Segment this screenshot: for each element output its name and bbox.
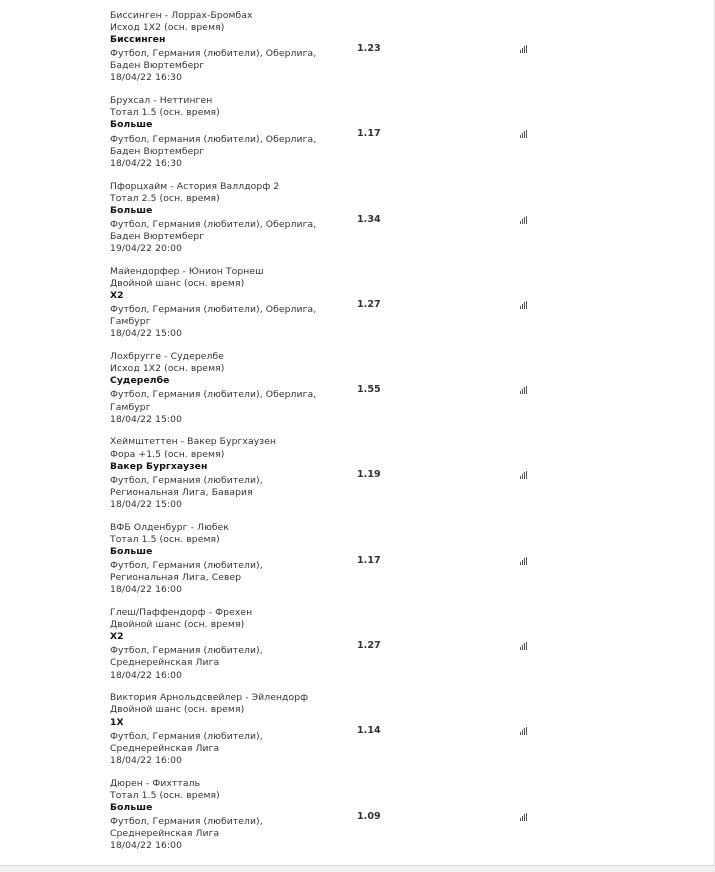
league-name: Футбол, Германия (любители), Оберлига, Баден Вюртемберг: [110, 218, 317, 242]
selection: Больше: [110, 119, 153, 131]
bet-list: [0, 10, 714, 863]
league-name: Футбол, Германия (любители), Оберлига, Гамбург: [110, 389, 317, 413]
market-name: Исход 1X2 (осн. время): [110, 363, 225, 375]
bet-row: [0, 522, 714, 607]
bet-info: [110, 522, 325, 597]
bar-chart-icon[interactable]: [520, 642, 527, 650]
league-name: Футбол, Германия (любители), Среднерейнская Лига: [110, 645, 263, 669]
market-name: Исход 1X2 (осн. время): [110, 22, 225, 34]
odds-value: 1.14: [357, 725, 381, 737]
match-name: Биссинген - Лоррах-Бромбах: [110, 10, 253, 21]
bet-row: [0, 436, 714, 521]
market-name: Тотал 1.5 (осн. время): [110, 789, 220, 801]
bet-info: [110, 181, 325, 256]
odds-value: 1.27: [357, 298, 381, 310]
selection: Больше: [110, 204, 153, 216]
odds-value: 1.17: [357, 554, 381, 566]
bar-chart-icon[interactable]: [520, 727, 527, 735]
match-name: Хеймштеттен - Вакер Бургхаузен: [110, 436, 277, 448]
market-name: Тотал 1.5 (осн. время): [110, 107, 220, 119]
odds-value: 1.55: [357, 384, 381, 396]
bet-row: [0, 95, 714, 180]
bet-info: [110, 778, 325, 853]
bet-info: [110, 266, 325, 341]
bar-chart-icon[interactable]: [520, 471, 527, 479]
market-name: Тотал 1.5 (осн. время): [110, 533, 220, 545]
odds-value: 1.19: [357, 469, 381, 481]
match-name: Лохбругге - Судерелбе: [110, 351, 224, 363]
event-datetime: 18/04/22 15:00: [110, 413, 183, 425]
league-name: Футбол, Германия (любители), Среднерейнская Лига: [110, 730, 263, 754]
bet-row: [0, 692, 714, 777]
market-name: Двойной шанс (осн. время): [110, 704, 245, 716]
event-datetime: 18/04/22 16:30: [110, 157, 183, 169]
bet-row: [0, 778, 714, 863]
market-name: Двойной шанс (осн. время): [110, 619, 245, 631]
league-name: Футбол, Германия (любители), Оберлига, Баден Вюртемберг: [110, 133, 317, 157]
market-name: Двойной шанс (осн. время): [110, 277, 245, 289]
bar-chart-icon[interactable]: [520, 301, 527, 309]
odds-value: 1.27: [357, 640, 381, 652]
league-name: Футбол, Германия (любители), Региональная Лига, Бавария: [110, 474, 263, 498]
bet-row: [0, 607, 714, 692]
event-datetime: 18/04/22 16:00: [110, 669, 183, 681]
league-name: Футбол, Германия (любители), Оберлига, Гамбург: [110, 304, 317, 328]
market-name: Фора +1.5 (осн. время): [110, 448, 225, 460]
match-name: Майендорфер - Юнион Торнеш: [110, 265, 264, 277]
bet-info: [110, 692, 325, 767]
market-name: Тотал 2.5 (осн. время): [110, 192, 220, 204]
odds-value: 1.23: [357, 43, 381, 54]
odds-value: 1.34: [357, 213, 381, 225]
selection: Больше: [110, 545, 153, 557]
bottom-bar: [0, 865, 715, 872]
selection: 1X: [110, 716, 124, 728]
selection: Больше: [110, 801, 153, 813]
event-datetime: 18/04/22 15:00: [110, 328, 183, 340]
event-datetime: 18/04/22 16:00: [110, 840, 183, 852]
bet-row: [0, 351, 714, 436]
bet-info: [110, 351, 325, 426]
bet-info: [110, 607, 325, 682]
bet-row: [0, 10, 714, 95]
odds-value: 1.17: [357, 128, 381, 140]
bar-chart-icon[interactable]: [520, 557, 527, 565]
bar-chart-icon[interactable]: [520, 386, 527, 394]
selection: Судерелбе: [110, 375, 170, 387]
selection: X2: [110, 631, 124, 643]
match-name: Пфорцхайм - Астория Валлдорф 2: [110, 180, 280, 192]
bar-chart-icon[interactable]: [520, 45, 527, 53]
league-name: Футбол, Германия (любители), Оберлига, Баден Вюртемберг: [110, 48, 317, 72]
selection: X2: [110, 290, 124, 302]
selection: Биссинген: [110, 34, 166, 46]
match-name: Глеш/Паффендорф - Фрехен: [110, 607, 253, 619]
bar-chart-icon[interactable]: [520, 130, 527, 138]
match-name: Виктория Арнольдсвейлер - Эйлендорф: [110, 692, 309, 704]
event-datetime: 19/04/22 20:00: [110, 243, 183, 255]
bet-info: [110, 95, 325, 170]
bar-chart-icon[interactable]: [520, 216, 527, 224]
bar-chart-icon[interactable]: [520, 813, 527, 821]
match-name: Дюрен - Фихтталь: [110, 777, 201, 789]
event-datetime: 18/04/22 16:30: [110, 72, 183, 84]
bet-row: [0, 181, 714, 266]
bet-info: [110, 436, 325, 511]
bet-row: [0, 266, 714, 351]
odds-value: 1.09: [357, 810, 381, 822]
bet-info: [110, 10, 325, 85]
league-name: Футбол, Германия (любители), Региональная Лига, Север: [110, 560, 263, 584]
event-datetime: 18/04/22 16:00: [110, 584, 183, 596]
match-name: ВФБ Олденбург - Любек: [110, 521, 230, 533]
event-datetime: 18/04/22 16:00: [110, 754, 183, 766]
league-name: Футбол, Германия (любители), Среднерейнская Лига: [110, 815, 263, 840]
match-name: Брухсал - Неттинген: [110, 95, 213, 107]
selection: Вакер Бургхаузен: [110, 460, 208, 472]
event-datetime: 18/04/22 15:00: [110, 498, 183, 510]
